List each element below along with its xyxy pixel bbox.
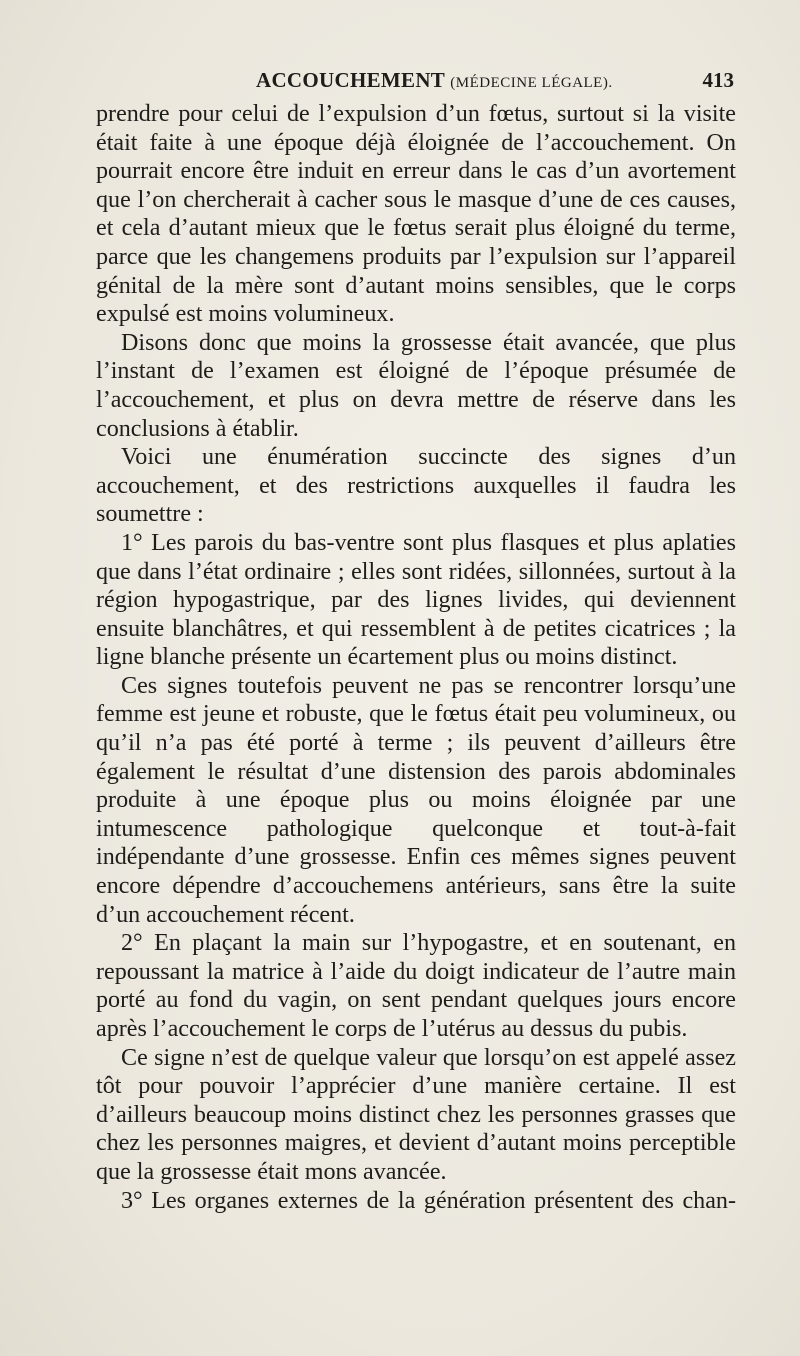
running-head — [96, 68, 736, 102]
paragraph: Ce signe n’est de quelque valeur que lorsqu’on est appelé assez tôt pour pouvoir l’apprécier d’une manière certaine. Il est d’ailleurs beaucoup moins distinct chez les personnes grasses que chez les personnes maigres, et devient d’autant moins perceptible que la grossesse était mons avancée. — [96, 1044, 736, 1185]
paragraph: Voici une énumération succincte des signes d’un accouchement, et des restrictions auxquelles il faudra les soumettre : — [96, 444, 736, 528]
page-number: 413 — [702, 68, 734, 92]
running-title-sub: (MÉDECINE LÉGALE). — [450, 75, 613, 91]
paragraph: 2° En plaçant la main sur l’hypogastre, et en soutenant, en repoussant la matrice à l’aide du doigt indicateur de l’autre main porté au fond du vagin, on sent pendant quelques jours encore après l’accouchement le corps de l’utérus au dessus du pubis. — [96, 930, 736, 1042]
body-text — [96, 100, 736, 1215]
paragraph: 3° Les organes externes de la génération présentent des chan- — [121, 1187, 736, 1214]
running-title — [256, 68, 613, 93]
paragraph: 1° Les parois du bas-ventre sont plus flasques et plus aplaties que dans l’état ordinaire ; elles sont ridées, sillonnées, surtout à la région hypogastrique, par des lignes livides, qui deviennent ensuite blanchâtres, et qui ressemblent à de petites cicatrices ; la ligne blanche présente un écartement plus ou moins distinct. — [96, 529, 736, 671]
paragraph: prendre pour celui de l’expulsion d’un fœtus, surtout si la visite était faite à une époque déjà éloignée de l’accouchement. On pourrait encore être induit en erreur dans le cas d’un avortement que l’on chercherait à cacher sous le masque d’une de ces causes, et cela d’autant mieux que le fœtus serait plus éloigné du terme, parce que les changemens produits par l’expulsion sur l’appareil génital de la mère sont d’autant moins sensibles, que le corps expulsé est moins volumineux. — [96, 101, 736, 328]
paragraph: Ces signes toutefois peuvent ne pas se rencontrer lorsqu’une femme est jeune et robuste, que le fœtus était peu volumineux, ou qu’il n’a pas été porté à terme ; ils peuvent d’ailleurs être également le résultat d’une distension des parois abdominales produite à une époque plus ou moins éloignée par une intumescence pathologique quelconque et tout-à-fait indépendante d’une grossesse. Enfin ces mêmes signes peuvent encore dépendre d’accouchemens antérieurs, sans être la suite d’un accouchement récent. — [96, 672, 736, 928]
running-title-main: ACCOUCHEMENT — [256, 68, 445, 92]
paragraph: Disons donc que moins la grossesse était avancée, que plus l’instant de l’examen est éloigné de l’époque présumée de l’accouchement, et plus on devra mettre de réserve dans les conclusions à établir. — [96, 329, 736, 442]
